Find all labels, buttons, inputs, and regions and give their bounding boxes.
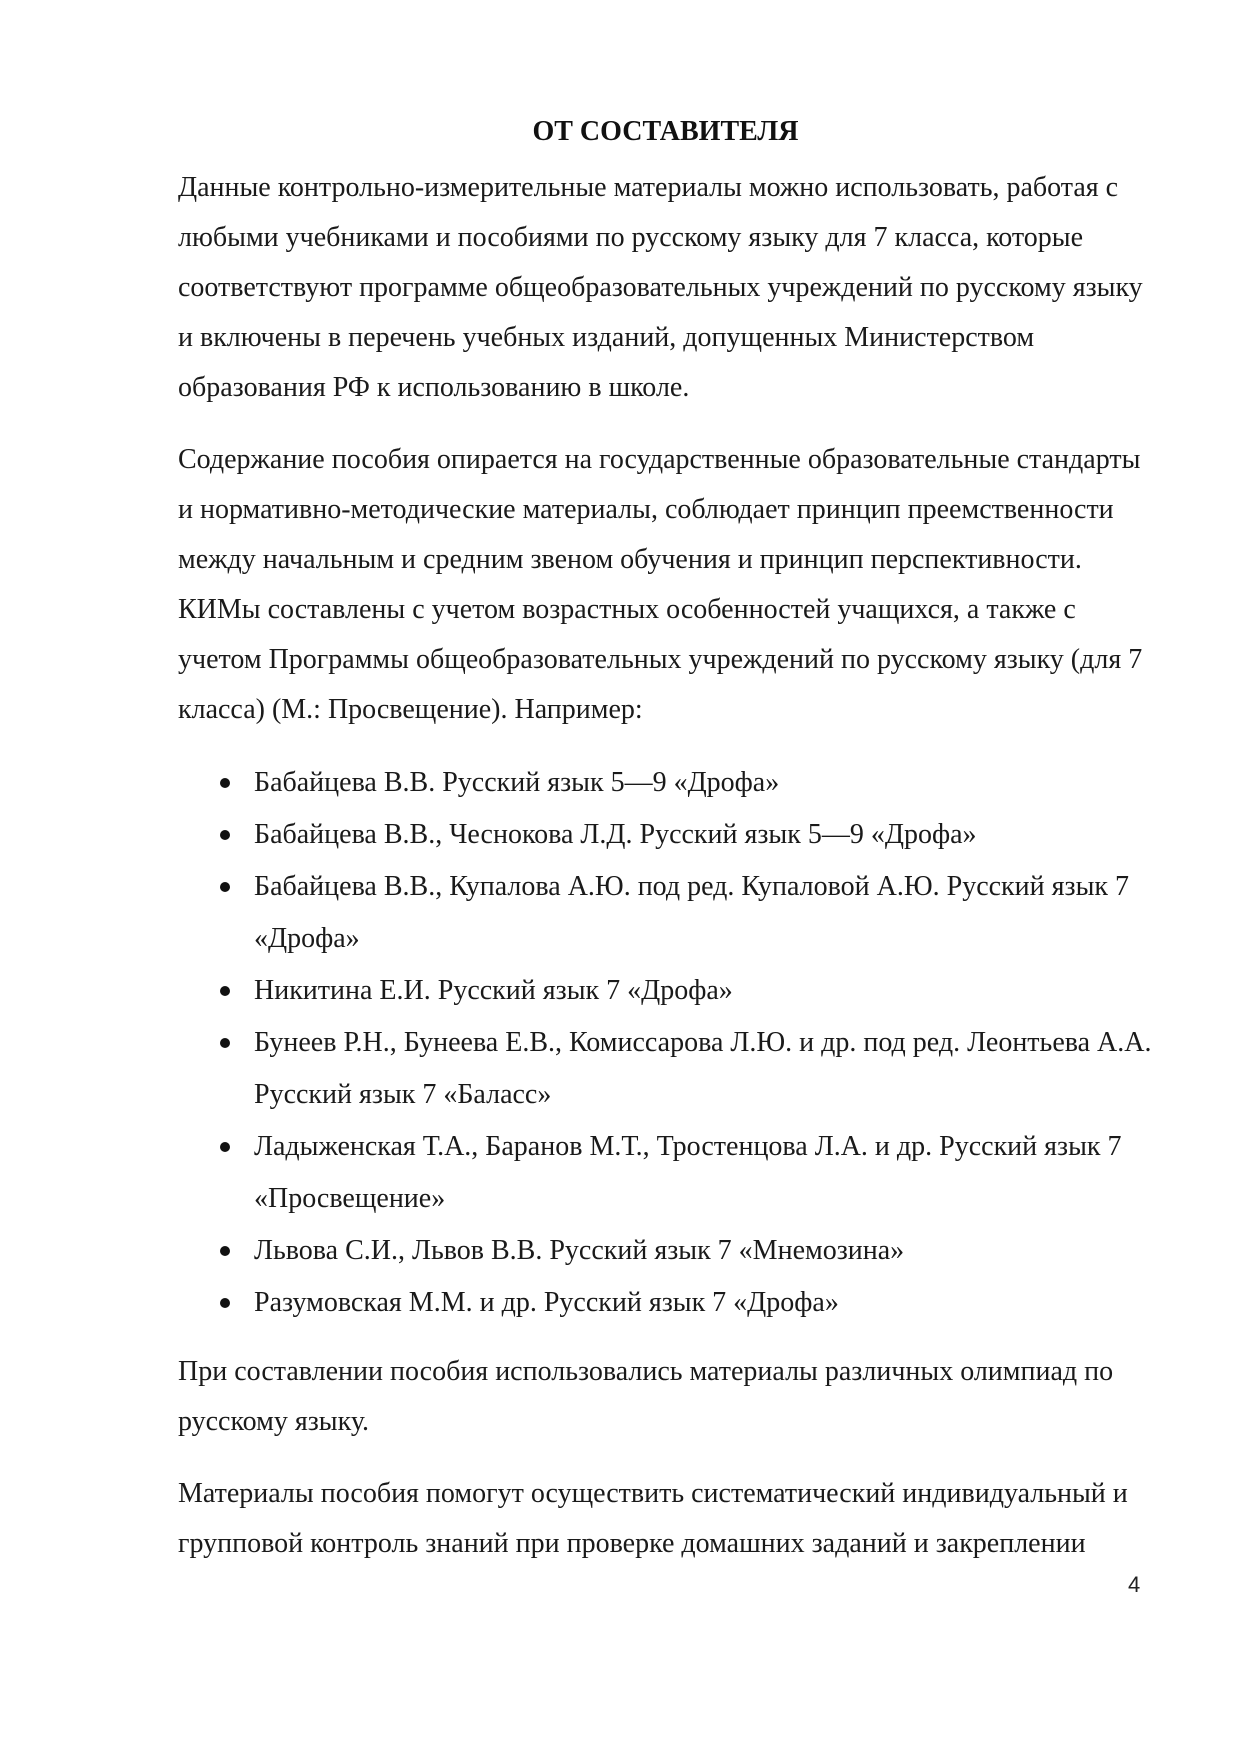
bullet-icon bbox=[220, 778, 230, 788]
list-item bbox=[178, 861, 1153, 965]
paragraph-sources: При составлении пособия использовались материалы различных олимпиад по русскому языку. bbox=[178, 1356, 1114, 1437]
bullet-icon bbox=[220, 1038, 230, 1048]
paragraph-content: Содержание пособия опирается на государственные образовательные стандарты и нормативно-методические материалы, соблюдает принцип преемственности между начальным и средним звеном обучения и принцип перспективности. КИМы составлены с учетом возрастных особенностей учащихся, а также с учетом Программы общеобразовательных учреждений по русскому языку (для 7 класса) (М.: Просвещение). Например: bbox=[178, 444, 1143, 725]
page-content bbox=[178, 112, 1153, 1591]
list-item bbox=[178, 1017, 1153, 1121]
list-item-text: Никитина Е.И. Русский язык 7 «Дрофа» bbox=[254, 975, 733, 1006]
textbook-list bbox=[178, 757, 1153, 1329]
list-item-text: Бабайцева В.В., Чеснокова Л.Д. Русский язык 5—9 «Дрофа» bbox=[254, 819, 977, 850]
list-item-text: Бунеев Р.Н., Бунеева Е.В., Комиссарова Л.Ю. и др. под ред. Леонтьева А.А. Русский язык 7 «Баласс» bbox=[254, 1027, 1152, 1110]
list-item-text: Бабайцева В.В., Купалова А.Ю. под ред. Купаловой А.Ю. Русский язык 7 «Дрофа» bbox=[254, 871, 1129, 954]
bullet-icon bbox=[220, 830, 230, 840]
paragraph-purpose: Материалы пособия помогут осуществить систематический индивидуальный и групповой контроль знаний при проверке домашних заданий и закреплении bbox=[178, 1478, 1128, 1559]
list-item bbox=[178, 1121, 1153, 1225]
paragraph-intro: Данные контрольно-измерительные материалы можно использовать, работая с любыми учебниками и пособиями по русскому языку для 7 класса, которые соответствуют программе общеобразовательных учреждений по русскому языку и включены в перечень учебных изданий, допущенных Министерством образования РФ к использованию в школе. bbox=[178, 172, 1143, 403]
page-title: ОТ СОСТАВИТЕЛЯ bbox=[532, 116, 799, 147]
list-item-text: Ладыженская Т.А., Баранов М.Т., Тростенцова Л.А. и др. Русский язык 7 «Просвещение» bbox=[254, 1131, 1122, 1214]
list-item bbox=[178, 965, 1153, 1017]
list-item bbox=[178, 1225, 1153, 1277]
page-number: 4 bbox=[1128, 1572, 1141, 1597]
bullet-icon bbox=[220, 1298, 230, 1308]
bullet-icon bbox=[220, 1246, 230, 1256]
list-item-text: Львова С.И., Львов В.В. Русский язык 7 «Мнемозина» bbox=[254, 1235, 905, 1266]
list-item-text: Разумовская М.М. и др. Русский язык 7 «Дрофа» bbox=[254, 1287, 839, 1318]
bullet-icon bbox=[220, 986, 230, 996]
list-item bbox=[178, 1277, 1153, 1329]
list-item-text: Бабайцева В.В. Русский язык 5—9 «Дрофа» bbox=[254, 767, 780, 798]
bullet-icon bbox=[220, 1142, 230, 1152]
list-item bbox=[178, 757, 1153, 809]
bullet-icon bbox=[220, 882, 230, 892]
list-item bbox=[178, 809, 1153, 861]
